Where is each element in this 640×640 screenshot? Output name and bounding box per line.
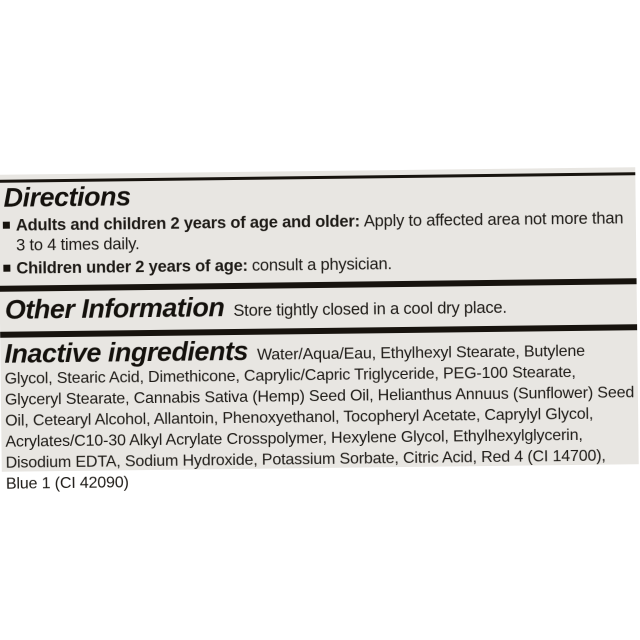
directions-bullet-adults — [3, 208, 632, 255]
directions-bullet-list — [3, 208, 633, 278]
directions-bullet-children-bold: Children under 2 years of age: — [16, 256, 248, 278]
bullet-square-icon — [3, 222, 10, 229]
directions-bullet-adults-bold: Adults and children 2 years of age and older: — [15, 212, 360, 235]
directions-bullet-children-text: consult a physician. — [251, 255, 392, 275]
inactive-ingredients-heading: Inactive ingredients — [4, 335, 249, 369]
inactive-ingredients-section — [4, 332, 637, 494]
directions-bullet-adults-text: Apply to affected area not more than 3 to 4 times daily. — [15, 209, 624, 255]
other-information-heading: Other Information — [4, 292, 225, 325]
directions-heading: Directions — [3, 181, 131, 213]
other-information-text: Store tightly closed in a cool dry place. — [233, 298, 507, 321]
inactive-ingredients-text: Water/Aqua/Eau, Ethylhexyl Stearate, Butylene Glycol, Stearic Acid, Dimethicone, Caprylic/Capric Triglyceride, PEG-100 Stearate, Glyceryl Stearate, Cannabis Sativa (Hemp) Seed Oil, Helianthus Annuus (Sunflower) Seed Oil, Cetearyl Alcohol, Allantoin, Phenoxyethanol, Tocopheryl Acetate, Caprylyl Glycol, Acrylates/C10-30 Alkyl Acrylate Crosspolymer, Hexylene Glycol, Ethylhexylglycerin, Disodium EDTA, Sodium Hydroxide, Potassium Sorbate, Citric Acid, Red 4 (CI 14700), Blue 1 (CI 42090) — [4, 342, 635, 493]
directions-bullet-children — [3, 251, 632, 278]
bullet-square-icon — [3, 265, 10, 272]
drug-facts-label-panel — [0, 167, 639, 493]
